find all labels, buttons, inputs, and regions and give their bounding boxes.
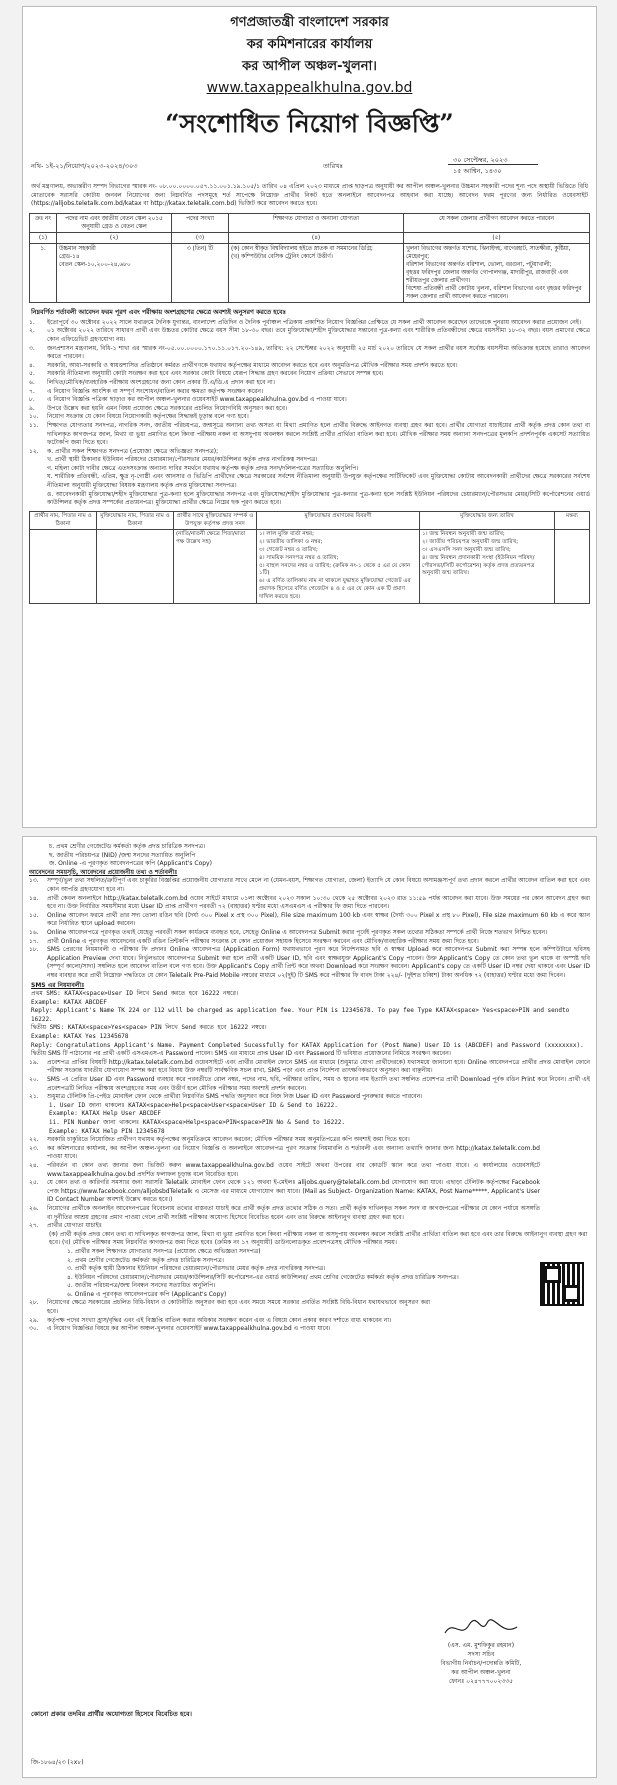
row-post (57, 243, 172, 302)
qualification-b: (খ) কম্পিউটার বেসিক ট্রেনিং কোর্সে উত্তীর্ণ। (231, 253, 333, 260)
condition-item (29, 1222, 540, 1231)
condition-number: ২৩. (29, 1144, 39, 1152)
condition-text: SMS প্রেরণের নিয়মাবলী ও পরীক্ষার ফি প্রদানঃ Online আবেদনপত্র (Application Form) যথাযথভাবে পূরণ করে নির্দেশনামত ছবি ও স্বাক্ষর Upload করে আবেদনপত্র Submit করা সম্পন্ন হলে কম্পিউটারে ছবিসহ Application Preview দেখা যাবে। নির্ভুলভাবে আবেদনপত্র Submit করা হলে প্রার্থী একটি User ID, ছবি এবং স্বাক্ষরযুক্ত Applicant's Copy পাবেন। উক্ত Applicant's Copy তে কোন তথ্য ভুল থাকে বা অস্পষ্ট ছবি (সম্পূর্ণ কালো/সাদা) সম্বলিত হলে আবেদন বাতিল বলে গণ্য হবে। উক্ত Applicant's Copy প্রার্থী প্রিন্ট করে অথবা Download করে সংরক্ষণ করবেন। Applicant's copy তে একটি User ID নম্বর দেয়া থাকবে এবং User ID নম্বর ব্যবহার করে প্রার্থী নিম্নোক্ত পদ্ধতিতে যে কোন Teletalk Pre-Paid Mobile নম্বরের মাধ্যমে ০২(দুই) টি SMS করে পরীক্ষার ফি বাবদ টাকা ২২৪/- (দুইশত চব্বিশ) টাকা অনধিক ৭২ (বাহাত্তর) ঘণ্টার মধ্যে জমা দিবেন। (47, 946, 590, 979)
condition-text: SMS -এ প্রেরিত User ID এবং Password ব্যবহার করে পরবর্তীতে রোল নম্বর, পদের নাম, ছবি, পরীক্ষার তারিখ, সময় ও স্থানের নাম ইত্যাদি তথ্য সম্বলিত প্রবেশপত্র প্রার্থী Download পূর্বক রঙিন Print করে নিবেন। প্রার্থী এই প্রবেশপত্রটি লিখিত পরীক্ষায় অংশগ্রহণের সময় এবং উত্তীর্ণ হলে মৌখিক পরীক্ষার সময় অবশ্যই প্রদর্শন করবেন। (47, 1076, 590, 1092)
gazette-number: জি-১৮৬৪/২৩ (২x৮) (31, 1759, 84, 1766)
num-4: (৪) (229, 232, 404, 243)
condition-text: Online আবেদনপত্রে পূরণকৃত তথ্যই যেহেতু পরবর্তী সকল কার্যক্রমে ব্যবহৃত হবে, সেহেতু Online এ আবেদনপত্র Submit করার পূর্বেই পূরণকৃত সকল তথ্যের সঠিকতা সম্পর্কে প্রার্থী নিজে শতভাগ নিশ্চিত হবেন। (47, 928, 548, 936)
condition-item (29, 1299, 430, 1316)
sms-reply-2: Reply: Congratulations Applicant's Name. Payment Completed Sucessfully for KATAX Application for (Post Name) User ID is (ABCDEF) and Password (xxxxxxxx). (31, 1041, 584, 1049)
condition-item (29, 946, 590, 980)
ff-col-proof: মুক্তিযোদ্ধার প্রমাণকের বিবরণী (257, 511, 420, 530)
condition-number: ২৬. (29, 1204, 39, 1212)
num-1: (১) (30, 232, 57, 243)
condition-item (29, 938, 590, 947)
row-serial: ১. (30, 243, 57, 302)
post-name: উচ্চমান সহকারী (59, 245, 96, 252)
row-qualification (229, 243, 404, 302)
condition-text: ক. প্রার্থীর সকল শিক্ষাগত সনদপত্র (প্রযোজ্য ক্ষেত্রে অভিজ্ঞতা সনদপত্র); (47, 447, 219, 455)
condition-text: Online আবেদন ফরমে প্রার্থী তার সদ্য তোলা রঙিন ছবি (দৈর্ঘ্য ৩০০ Pixel x প্রস্থ ৩০০ Pixel), File size maximum 100 kb এবং স্বাক্ষর (দৈর্ঘ্য ৩০০ Pixel x প্রস্থ ৮০ Pixel), File size maximum 60 kb এ করে স্ক্যান করে নির্ধারিত স্থানে upload করবেন। (47, 911, 590, 928)
conditions-list-4 (29, 1136, 590, 1231)
condition-text: কর কমিশনারের কার্যালয়, কর আপীল অঞ্চল-খুলনা এর নিয়োগ বিজ্ঞপ্তি ও অনলাইনে আবেদনপত্র পূরণ সংক্রান্ত নিয়মাবলি ও শর্তাবলী এবং অন্যান্য তথ্যাদি জানার জন্য http://katax.teletalk.com.bd পাওয়া যাবে। (47, 1144, 540, 1161)
condition-item (29, 1145, 540, 1162)
website-link[interactable]: www.taxappealkhulna.gov.bd (206, 80, 413, 96)
conditions-heading: নিম্নবর্ণিত শর্তাবলী আবেদন ফরম পূরণ এবং পরীক্ষায় অংশগ্রহণের ক্ষেত্রে অবশ্যই অনুসরণ করতে হবেঃ (31, 308, 286, 316)
district-group-1: খুলনা বিভাগের অন্তর্গত যশোর, ঝিনাইদহ, বাগেরহাট, সাতক্ষীরা, কুষ্টিয়া, মেহেরপুর; (406, 245, 571, 260)
ff-col-relation: প্রার্থীর সাথে মুক্তিযোদ্ধার সম্পর্ক ও উপযুক্ত কর্তৃপক্ষ প্রদত্ত সনদ (174, 511, 257, 530)
condition-number: ২৫. (29, 1179, 39, 1187)
sms-example-2: Example: KATAX Yes 12345678 (31, 1033, 129, 1041)
num-2: (২) (57, 232, 172, 243)
condition-text: নিয়োগের ক্ষেত্রে সরকারের প্রচলিত বিধি-বিধান ও কোটানীতি অনুসরণ করা হবে এবং সময়ে সময়ে সরকার প্রবর্তিত সংশ্লিষ্ট বিধি-বিধান যথাযথভাবে অনুসরণ করা হবে। (47, 1299, 430, 1316)
condition-item (29, 448, 590, 457)
condition-text: জনপ্রশাসন মন্ত্রণালয়, বিধি-১ শাখা এর স্মারক নং-০৫.০০.০০০০.১৭০.১১.০১৭.২০-১৪৯, তারিখ: ২২ সেপ্টেম্বর ২০২২ অনুযায়ী ২৫ মার্চ ২০২০ তারিখে যে সকল প্রার্থীর বয়স সর্বোচ্চ বয়সসীমা অতিক্রান্ত হয়েছে তারাও আবেদন করতে পারবেন। (47, 344, 590, 361)
condition-number: ৬. (29, 378, 35, 386)
condition-item (29, 1325, 430, 1334)
proof-2: ২। ভারতীয় তালিকা ও নম্বর; (259, 539, 323, 546)
condition-text: সরকারি, আধা-সরকারি ও স্বায়ত্তশাসিত প্রতিষ্ঠানে কর্মরত প্রার্থীগণকে যথাযথ কর্তৃপক্ষের মাধ্যমে আবেদন করতে হবে এবং অনুমতিপত্র মৌখিক পরীক্ষার সময় প্রদর্শন করতে হবে। (47, 361, 458, 369)
dob-2: ২। জাতীয় পরিচয়পত্র অনুযায়ী জন্ম তারিখ; (422, 539, 519, 546)
condition-text: প্রার্থী কেবল অনলাইনে http://katax.teletalk.com.bd ওয়েব সাইটে মাধ্যমে ০১লা অক্টোবর ২০২৩ সকাল ১০:৩০ থেকে ২৫ অক্টোবর ২০২৩ রাত ১১:৫৯ পর্যন্ত আবেদন করা যাবে। উক্ত সময়ের পর কোন আবেদন গ্রহণ করা হবে না। উক্ত নির্ধারিত সময়সীমার মধ্যে User ID প্রাপ্ত প্রার্থীগণ পরবর্তী ৭২ (বাহাত্তর) ঘণ্টার মধ্যে এসএমএস এ পরীক্ষার ফি জমা দিতে পারবেন। (47, 894, 590, 911)
post-scale: বেতন স্কেল-১০,২০০-২৪,৬৮০ (59, 261, 131, 268)
document-list (31, 843, 588, 869)
condition-number: ১৫. (29, 911, 39, 919)
ff-cell-date (420, 530, 555, 603)
posts-header-row (30, 213, 590, 232)
condition-number: ২৯. (29, 1316, 39, 1324)
condition-item (29, 456, 590, 465)
condition-item (29, 1162, 540, 1179)
recover-userid: i. User ID জানা থাকলেঃ KATAX<space>Help<space>User<space>User ID & Send to 16222. (49, 1101, 338, 1109)
condition-item (29, 1076, 590, 1093)
col-districts: যে সকল জেলার প্রার্থীগণ আবেদন করতে পারবেন (404, 213, 590, 232)
col-count: পদের সংখ্যা (172, 213, 229, 232)
condition-number: ৭. (29, 387, 35, 395)
condition-text: সরকারি চাকুরিতে নিয়োজিত প্রার্থীগণ যথাযথ কর্তৃপক্ষের অনুমতিক্রমে আবেদন করবেন; মৌখিক পরীক্ষার সময় অনুমতিপত্রের কপি অবশ্যই জমা দিতে হবে। (47, 1136, 410, 1144)
recover-rules (49, 1102, 588, 1136)
posts-table (29, 213, 590, 303)
condition-text: শিক্ষাগত যোগ্যতার সনদপত্র, নাগরিক সনদ, জাতীয় পরিচয়পত্র, জন্মসূত্রে অন্যান্য তথ্য অসত্য বা মিথ্যা প্রমাণিত হলে প্রার্থীর বিরুদ্ধে আইনগত ব্যবস্থা গ্রহণ করা হবে। প্রার্থীর যোগ্যতা যাচাইয়ের প্রার্থী কর্তৃক প্রদত্ত কোন তথ্য বা দাখিলকৃত কাগজপত্র জাল, মিথ্যা বা ভুয়া প্রমাণিত হলে কিংবা পরীক্ষায় নকল বা অসদুপায় অবলম্বন করলে সংশ্লিষ্ট প্রার্থীর প্রার্থিতা বাতিল করা হবে। মৌখিক পরীক্ষার সময় অন্যান্য সনদপত্রের মূলকপি প্রদর্শনপূর্বক একসেট সত্যায়িত ফটোকপি জমা দিতে হবে। (47, 421, 590, 447)
condition-text: ঙ. আবেদনকারী মুক্তিযোদ্ধা/শহীদ মুক্তিযোদ্ধার পুত্র-কন্যা হলে মুক্তিযোদ্ধার সনদপত্র এবং মুক্তিযোদ্ধা/শহীদ মুক্তিযোদ্ধার পুত্র-কন্যার পুত্র-কন্যা হলে সংশ্লিষ্ট ইউনিয়ন পরিষদের চেয়ারম্যান/পৌরসভার মেয়র/সিটি কর্পোরেশনের ওয়ার্ড কাউন্সিলর কর্তৃক প্রদত্ত সম্পর্কের প্রত্যয়নপত্র। মুক্তিযোদ্ধা প্রার্থীর ক্ষেত্রে নিম্নের ছক পূরণ করতে হবে। (47, 490, 590, 507)
signer-role: সদস্য সচিব (467, 1651, 495, 1658)
num-3: (৩) (172, 232, 229, 243)
recover-pin: ii. PIN Number জানা থাকলেঃ KATAX<space>Help<space>PIN<space>PIN No & Send to 16222. (49, 1119, 346, 1126)
condition-number: ৮. (29, 396, 35, 404)
table-row (30, 243, 590, 302)
condition-text: নিয়োগের প্রার্থীকে অনলাইন আবেদনপত্রের বিবেচনায় তথ্যের বাস্তবতা যাচাই করে প্রার্থী কর্তৃক প্রদত্ত তথ্যের সঠিক ও সত্য। প্রার্থী কর্তৃক দাখিলকৃত সকল সনদ বা কাগজপত্রের পরীক্ষার যে কোন পর্যায়ে অসঙ্গতি বা দুর্নীতির আশ্রয় গ্রহণের প্রমাণ পাওয়া গেলে প্রার্থী সংশ্লিষ্ট পরীক্ষার অযোগ্য হিসেবে বিবেচিত হবেন এবং তার বিরুদ্ধে আইনানুগ ব্যবস্থা গ্রহণ করা হবে। (47, 1204, 540, 1221)
verify-item: ১. প্রার্থীর সকল শিক্ষাগত যোগ্যতার সনদপত্র (প্রযোজ্য ক্ষেত্রে অভিজ্ঞতা সনদপত্র) (67, 1247, 261, 1255)
condition-item (29, 912, 590, 929)
conditions-list-1 (29, 319, 590, 508)
doc-item: চ. প্রথম শ্রেণীর গেজেটেড কর্মকর্তা কর্তৃক প্রদত্ত চারিত্রিক সনদপত্র। (49, 843, 206, 850)
condition-item (29, 1179, 540, 1205)
signature-icon (441, 1615, 521, 1641)
signer-name: (এস. এম. মুশফিকুর রহমান) (447, 1642, 515, 1649)
district-group-4: বিশেষ্য প্রতিবন্ধী প্রার্থী কোটায় খুলনা, বরিশাল বিভাগের এবং বৃহত্তর ফরিদপুর সকল জেলার প্রার্থী আবেদন করতে পারবেন। (406, 285, 582, 300)
doc-item: ছ. জাতীয় পরিচয়পত্র (NID) /জন্ম সনদের সত্যায়িত অনুলিপি (49, 851, 196, 859)
ff-cell-remarks (555, 530, 590, 603)
intro-paragraph: অর্থ মন্ত্রণালয়, অভ্যন্তরীণ সম্পদ বিভাগের স্মারক নং- ০৮.০০.০০০০.০৫৭.১১.০০১.১৯.১০৫/১ তারিখ ০৪ এপ্রিল ২০২৩ মাধ্যমে প্রাপ্ত ছাড়পত্র অনুযায়ী কর আপীল অঞ্চল-খুলনার উচ্চমান সহকারী পদের শূন্য পদে অস্থায়ী ভিত্তিতে বিধি মোতাবেক সরাসরি কোটায় জনবল নিয়োগের জন্য নিম্নবর্ণিত পদসমূহে শর্ত সাপেক্ষে নিম্নোক্ত প্রার্থীর নিকট হতে অনলাইনে আবেদনপত্র আহবান করা যাচ্ছে। আবেদন ফরম পূরণের জন্য নির্ধারিত ওয়েবসাইট (https://alljobs.teletalk.com.bd/katax বা http://katax.teletalk.com.bd) ভিজিট করে আবেদন করতে হবে। (31, 183, 588, 208)
condition-item (29, 491, 590, 508)
condition-text: লিখিত/মৌখিক/ব্যবহারিক পরীক্ষায় অংশগ্রহণের জন্য কোন প্রকার টি.এ/ডি.এ প্রদান করা হবে না। (47, 378, 275, 386)
conditions-list-3 (29, 1059, 590, 1102)
condition-item (29, 1059, 590, 1076)
condition-item (29, 379, 590, 388)
proof-4: ৪। সাময়িক সনদপত্র নম্বর ও তারিখ; (259, 554, 339, 561)
sms-heading: SMS এর নিয়মাবলীঃ (31, 981, 85, 989)
condition-number: ২১. (29, 1093, 39, 1101)
ff-cell-candidate (30, 530, 97, 603)
condition-number: ২. (29, 327, 35, 335)
verify-item: ২. প্রথম শ্রেণীর গেজেটেড কর্মকর্তা কর্তৃক প্রদত্ত চারিত্রিক সনদপত্র। (67, 1256, 224, 1264)
sms-example-1: Example: KATAX ABCDEF (31, 998, 107, 1006)
qualification-a: (ক) কোন স্বীকৃত বিশ্ববিদ্যালয় হইতে স্নাতক বা সমমানের ডিগ্রি; (231, 245, 373, 252)
dob-1: ১। জন্ম নিবন্ধন অনুযায়ী জন্ম তারিখ; (422, 531, 505, 538)
date-divider (448, 164, 538, 165)
recover-userid-example: Example: KATAX Help User ABCDEF (49, 1110, 161, 1118)
condition-number: ২০. (29, 1076, 39, 1084)
condition-number: ২২. (29, 1136, 39, 1144)
condition-number: ১৪. (29, 894, 39, 902)
posts-number-row (30, 232, 590, 243)
condition-number: ১১. (29, 421, 39, 429)
condition-text: ০১ অক্টোবর ২০২২ তারিখে সাধারণ প্রার্থী এবং উচ্চতর কোটার ক্ষেত্রে বয়স সীমা ১৮-৩০ বছর। তবে মুক্তিযোদ্ধা/শহীদ মুক্তিযোদ্ধার সন্তানের পুত্র-কন্যা এবং শারীরিক প্রতিবন্ধীদের ক্ষেত্রে বয়সসীমা ১৮-৩২ বছর। বয়স প্রমাণের ক্ষেত্রে কোন এফিডেভিট গ্রহণযোগ্য নয়। (47, 327, 590, 343)
doc-item: জ. Online -এ পূরণকৃত আবেদনপত্রের কপি (Applicant's Copy) (49, 860, 212, 868)
condition-text: সম্পূর্ণ/ভুল তথ্য সম্বলিত/ত্রুটিপূর্ণ এবং চাকুরির বিজ্ঞপ্তির প্রয়োজনীয় যোগ্যতার সাথে মেলে না (যেমন-বয়স, শিক্ষাগত যোগ্যতা, জেলা) ইত্যাদি যে কোন বিষয়ে অসামঞ্জস্যপূর্ণ তথ্য প্রদান করলে প্রার্থীর আবেদন বাতিল করা হবে এবং কোন আপত্তি গ্রহণযোগ্য হবে না। (47, 877, 590, 893)
condition-item (29, 413, 590, 422)
condition-item (29, 370, 590, 379)
condition-item (29, 1317, 430, 1326)
freedom-fighter-table (29, 511, 590, 604)
ff-cell-fighter (97, 530, 174, 603)
col-qualification: শিক্ষাগত যোগ্যতা ও অন্যান্য যোগ্যতা (229, 213, 404, 232)
condition-number: ৯. (29, 404, 35, 412)
condition-text: ইতোপূর্বে ৩০ অক্টোবর ২০২২ সালে যথাক্রমে দৈনিক যুগান্তর, বাংলাদেশ প্রতিদিন ও দৈনিক পূর্বাঞ্চল পত্রিকায় প্রকাশিত নিয়োগ বিজ্ঞপ্তির প্রেক্ষিতে যে সকল প্রার্থী আবেদন করেছেন তাদেরকে পুনরায় আবেদন করার প্রয়োজন নেই। (47, 318, 582, 326)
verify-item: ৪. ইউনিয়ন পরিষদের চেয়ারম্যান/পৌরসভার মেয়র/কাউন্সিলর/সিটি কর্পোরেশন-এর ওয়ার্ড কাউন্সিলর/ প্রথম শ্রেণির গেজেটেড কর্মকর্তা কর্তৃক প্রদত্ত চারিত্রিক সনদপত্র। (67, 1273, 459, 1281)
condition-text: এ নিয়োগ বিজ্ঞপ্তি আংশিক বা সম্পূর্ণ সংশোধন/বাতিল করার ক্ষমতা কর্তৃপক্ষ সংরক্ষণ করেন। (47, 387, 264, 395)
condition-number: ২৭. (29, 1222, 39, 1230)
condition-item (29, 345, 590, 362)
signer-committee: বিভাগীয় নির্বাচন/পদোন্নতি কমিটি, (440, 1660, 522, 1667)
memo-line (23, 151, 596, 181)
condition-number (29, 491, 47, 508)
post-grade: গ্রেড-১৪ (59, 253, 80, 260)
ff-cell-relation: (নাতি/নাতনী ক্ষেত্রে পিতা/মাতা পক্ষ উল্লেখ সহ) (174, 530, 257, 603)
condition-item (29, 895, 590, 912)
condition-text: প্রার্থীর যোগ্যতা যাচাইঃ (47, 1222, 102, 1230)
condition-number: ২৮. (29, 1299, 39, 1307)
district-group-2: বরিশাল বিভাগের অন্তর্গত বরিশাল, ভোলা, বরগুনা, পটুয়াখালী; (406, 261, 552, 268)
proof-5: ৫। বাহুল সনদের নম্বর ও তারিখ; (ক্রমিক নং-১ থেকে ৫ এর যে কোন ১টি) (259, 562, 411, 577)
condition-item (29, 1093, 590, 1102)
row-districts (404, 243, 590, 302)
letterhead (23, 13, 596, 96)
date-english: ৩০ সেপ্টেম্বর, ২০২৩ (453, 156, 508, 164)
condition-text: উপরে উল্লেখ করা হয়নি এমন বিষয় প্রযোজ্য ক্ষেত্রে সরকারের প্রচলিত নিয়োগবিধি অনুসরণ করা হবে। (47, 404, 288, 412)
condition-number: ১৯. (29, 1058, 39, 1066)
warning-note: কোনো প্রকার তদবির প্রার্থীর অযোগ্যতা হিসেবে বিবেচিত হবে। (31, 1710, 192, 1718)
condition-item (29, 396, 590, 405)
sms-first: প্রথম SMS: KATAX<space>User ID লিখে Send করতে হবে 16222 নম্বরে। (31, 990, 239, 998)
condition-item (29, 327, 590, 344)
condition-item (29, 929, 590, 938)
condition-text: সরকারি নীতিমালা অনুযায়ী কোটা সংরক্ষণ করা হবে এবং সরকার কোটা বিষয়ে যেরূপ সিদ্ধান্ত গ্রহণ করবেন নিয়োগ প্রক্রিয়া সেভাবে সম্পন্ন হবে। (47, 370, 384, 378)
condition-number: ১৭. (29, 937, 39, 945)
condition-text: এ নিয়োগ বিজ্ঞপ্তি পত্রিকা ছাড়াও কর আপীল অঞ্চল-খুলনার ওয়েবসাইট www.taxappealkhulna.gov.bd এ পাওয়া যাবে। (47, 396, 347, 404)
sms-second: দ্বিতীয় SMS: KATAX<space>Yes<space> PIN লিখে Send করতে হবে 16222 নম্বরে। (31, 1024, 267, 1032)
proof-6: ৬। এ বর্ণিত তালিকায় নাম না থাকলে যুদ্ধাহত মুক্তিযোদ্ধা গেজেট এর প্রমাণক হিসেবে বর্ণিত গেজেটস ৪ ও ৫ এর যে কোন এক টি প্রমাণ দাখিল করতে হবে। (259, 578, 411, 600)
verify-item: ৬. Online এ পূরণকৃত আবেদনপত্রের কপি (Applicant's Copy) (67, 1290, 227, 1298)
condition-number: ৫. (29, 370, 35, 378)
condition-text: খ. প্রার্থী স্থায়ী ঠিকানার ইউনিয়ন পরিষদের চেয়ারম্যান/পৌরসভার মেয়র/কাউন্সিলর কর্তৃক প্রদত্ত নাগরিকত্ব সনদপত্র। (47, 456, 318, 464)
notice-page-2 (22, 836, 597, 1778)
condition-text: প্রার্থী Online এ পূরণকৃত আবেদনের একটি রঙিন প্রিন্টকপি পরীক্ষার সংক্রান্ত যে কোন প্রয়োজন সহায়ক হিসেবে সংরক্ষণ করবেন এবং মৌখিক/ব্যবহারিক পরীক্ষার সময় জমা দিতে হবে। (47, 937, 479, 945)
date-bangla: ১৫ আশ্বিন, ১৪৩০ (453, 167, 502, 175)
government-name: গণপ্রজাতন্ত্রী বাংলাদেশ সরকার (230, 15, 389, 30)
num-5: (৫) (404, 232, 590, 243)
condition-text: ঘ. শারীরিক প্রতিবন্ধী, এতিম, ক্ষুদ্র নৃ-গোষ্ঠী এবং আনসার ও ভিডিপি প্রার্থীদের ক্ষেত্রে সরকারের সর্বশেষ নীতিমালা অনুযায়ী উপযুক্ত কর্তৃপক্ষের সার্টিফিকেট এবং মুক্তিযোদ্ধা কোটায় আবেদনকারী প্রার্থীদের ক্ষেত্রে সরকারের সর্বশেষ নীতিমালা অনুযায়ী মুক্তিযোদ্ধা বিষয়ক মন্ত্রণালয় কর্তৃক প্রদত্ত মুক্তিযোদ্ধা সনদপত্র। (47, 473, 590, 490)
condition-text: শুধুমাত্র টেলিটক প্রি-পেইড মোবাইল ফোন থেকে প্রার্থীরা নিম্নবর্ণিত SMS পদ্ধতি অনুসরণ করে নিজ নিজ User ID এবং Password পুনরুদ্ধার করতে পারবেন। (47, 1093, 423, 1101)
col-serial: ক্রঃ নং (30, 213, 57, 232)
condition-number (29, 456, 47, 465)
sms-rules (31, 982, 588, 1059)
district-group-3: বৃহত্তর ফরিদপুর জেলার অন্তর্গত গোপালগঞ্জ, মাদারীপুর, রাজবাড়ী এবং শরীয়তপুর জেলার প্রার্থীগণ। (406, 269, 569, 284)
notice-title: “সংশোধিত নিয়োগ বিজ্ঞপ্তি” (165, 109, 454, 138)
signature-block (406, 1615, 556, 1686)
dob-3: ৩। এসএসসি সনদ অনুযায়ী জন্ম তারিখ; (422, 547, 511, 554)
ff-cell-proof (257, 530, 420, 603)
condition-item (29, 388, 590, 397)
signer-phone: ফোনঃ ০২৪৭৭৭০০২৩৩৫ (448, 1678, 514, 1685)
col-post: পদের নাম এবং জাতীয় বেতন স্কেল ২০১৫ অনুযায়ী গ্রেড ও বেতন স্কেল (57, 213, 172, 232)
ff-col-remarks: মন্তব্য (555, 511, 590, 530)
table-row (30, 530, 590, 603)
condition-item (29, 473, 590, 490)
condition-text: গ. মহিলা কোটা দাবীর ক্ষেত্রে এতদসংক্রান্ত অন্যান্য দাবির সমর্থনে যথাযথ কর্তৃপক্ষ কর্তৃক প্রদত্ত সনদ/দলিলপত্রের সত্যায়িত অনুলিপি। (47, 464, 359, 472)
conditions-subheading: আবেদনের সময়সূচি, আবেদনের প্রয়োজনীয় তথ্য ও শর্তাবলীঃ (29, 868, 178, 876)
zone-name: কর আপীল অঞ্চল-খুলনা। (242, 59, 377, 74)
condition-text: যে কোন তথ্য ও কারিগরি সমস্যার জন্য সরাসরি Teletalk মোবাইল ফোন থেকে ১২১ অথবা ই-মেইলঃ alljobs.query@teletalk.com.bd যোগাযোগ করা যাবে। এছাড়া টেলিটক কর্তৃপক্ষের Facebook পেজ https://www.facebook.com/alljobsbdTeletalk এ মেসেজ এর মাধ্যমে যোগাযোগ করা যাবে। (Mail as Subject- Organization Name: KATAX, Post Name*****, Applicant's User ID Contact Number অবশ্যই উল্লেখ করতে হবে।) (47, 1179, 540, 1204)
sms-reply-1: Reply: Applicant's Name TK 224 or 112 will be charged as application fee. Your PIN is 12345678. To pay fee Type KATAX<space> Yes<space>PIN and sendto 16222. (31, 1007, 570, 1023)
condition-number: ১২. (29, 447, 39, 455)
notice-page-1 (22, 6, 597, 828)
condition-text: প্রবেশপত্র প্রাপ্তির বিষয়টি http://katax.teletalk.com.bd ওয়েবসাইটে এবং প্রার্থীর মোবাইল ফোনে SMS এর মাধ্যমে (শুধুমাত্র যোগ্য প্রার্থীদেরকে) যথাসময়ে জানানো হবে। Online আবেদনপত্রে প্রার্থীর প্রদত্ত মোবাইল ফোনে পরীক্ষা সংক্রান্ত যাবতীয় যোগাযোগ সম্পন্ন করা হবে বিধায় উক্ত নম্বরটি সার্বক্ষণিক সচল রাখা, SMS পড়া এবং প্রাপ্ত নির্দেশনা তাৎক্ষণিকভাবে অনুসরণ করা বাঞ্ছনীয়। (47, 1058, 590, 1075)
condition-number: ১৬. (29, 928, 39, 936)
memo-number: নথি- ১ই-২১/নিয়োগ/২০২৩-২০২৪/৩০৩ (31, 162, 138, 170)
proof-1: ১। লাল মুক্তি বার্তা নম্বর; (259, 531, 314, 538)
condition-text: পরিবর্তন বা কোন তথ্য জানার জন্য ভিজিট করুন www.taxappealkhulna.gov.bd ওয়েব সাইটে অথবা উপরের বার কোডটি স্ক্যান করে তথ্য পাওয়া যাবে। এ কার্যালয়ের ওয়েবসাইটে www.taxappealkhulna.gov.bd প্রদর্শিত ফলাফল চূড়ান্ত বলে বিবেচিত হবে। (47, 1161, 540, 1178)
condition-text: কর্তৃপক্ষ পদের সংখ্যা হ্রাস/বৃদ্ধির এবং এই বিজ্ঞপ্তি বাতিল করার অধিকার সংরক্ষণ করেন এবং এ বিষয়ে কোন প্রকার কারণ দর্শাতে বাধ্য থাকবেন না। (47, 1316, 392, 1324)
ff-col-date: মুক্তিযোদ্ধার জন্য তারিখ (420, 511, 555, 530)
verify-list (49, 1231, 588, 1300)
dob-4: ৪। জন্ম নিবন্ধন প্রদানকারী সংস্থা (ইউনিয়ন পরিষদ/পৌরসভা/সিটি কর্পোরেশন) কর্তৃক প্রদত্ত প্রত্যয়নপত্র অনুযায়ী জন্ম তারিখ। (422, 554, 535, 577)
ff-col-fighter: মুক্তিযোদ্ধার নাম, পিতার নাম ও ঠিকানা (97, 511, 174, 530)
proof-3: ৩। গেজেট নম্বর ও তারিখ; (259, 547, 318, 554)
date-label: তারিখঃ (323, 162, 343, 170)
condition-number: ১৮. (29, 946, 39, 954)
verify-item: (ক) প্রার্থী কর্তৃক প্রদত্ত কোন তথ্য বা দাখিলকৃত কাগজপত্র জাল, মিথ্যা বা ভুয়া প্রমাণিত হলে কিংবা পরীক্ষায় নকল বা অসদুপায় অবলম্বন করলে সংশ্লিষ্ট প্রার্থীর প্রার্থিতা বাতিল করা হবে এবং তার বিরুদ্ধে আইনানুগ ব্যবস্থা গ্রহণ করা হবে। (খ) মৌখিক পরীক্ষার সময় নিম্নবর্ণিত কাগজপত্র জমা দিতে হবেঃ (ক্রমিক নং ১৭ অনুযায়ী) ডাউনলোডকৃত প্রবেশপত্রসহ মৌখিক পরীক্ষার সময়। (49, 1230, 588, 1247)
condition-number (29, 473, 47, 490)
condition-number: ৩. (29, 344, 35, 352)
office-name: কর কমিশনারের কার্যালয় (246, 37, 373, 52)
signer-office: কর আপীল অঞ্চল-খুলনা (451, 1669, 511, 1676)
sms-after: দ্বিতীয় SMS টি পাঠানোর পর প্রার্থী একটি এসএমএস-এ Password পাবেন। SMS এর মাধ্যমে প্রাপ্ত User ID এবং Password টি ভবিষ্যত প্রয়োজনের নিমিত্তে সংরক্ষণ করবেন। (31, 1050, 451, 1058)
condition-item (29, 1136, 540, 1145)
qr-code-icon[interactable] (540, 1262, 584, 1306)
condition-number (29, 465, 47, 474)
recover-pin-example: Example: KATAX Help PIN 12345678 (49, 1127, 165, 1135)
condition-item (29, 1205, 540, 1222)
condition-number: ২৪. (29, 1161, 39, 1169)
conditions-list-2 (29, 869, 590, 981)
verify-item: ৫. জাতীয় পরিচয়পত্র/জন্ম নিবন্ধন সনদের সত্যায়িত অনুলিপি। (67, 1282, 216, 1290)
condition-number: ১০. (29, 413, 39, 421)
condition-text: নিয়োগ সংক্রান্ত যে কোন বিষয়ে নিয়োগকারী কর্তৃপক্ষের সিদ্ধান্তই চূড়ান্ত বলে গণ্য হবে। (47, 413, 249, 421)
conditions-list-5 (29, 1299, 590, 1333)
condition-number: ১৩. (29, 877, 39, 885)
ff-col-candidate: প্রার্থীর নাম, পিতার নাম ও ঠিকানা (30, 511, 97, 530)
row-count: ৩ (তিন) টি (172, 243, 229, 302)
condition-item (29, 877, 590, 894)
verify-item: ৩. প্রার্থী কর্তৃক স্থায়ী ঠিকানার ইউনিয়ন পরিষদের চেয়ারম্যান/পৌরসভার মেয়র কর্তৃক প্রদত্ত নাগরিকত্ব সনদপত্র। (67, 1265, 326, 1273)
ff-header-row (30, 511, 590, 530)
condition-number: ৪. (29, 361, 35, 369)
condition-number: ৩০. (29, 1325, 39, 1333)
condition-number: ১. (29, 318, 35, 326)
condition-item (29, 422, 590, 448)
condition-text: এ নিয়োগ বিজ্ঞপ্তির বিষয়ে কর আপীল অঞ্চল-খুলনার ওয়েবসাইট www.taxappealkhulna.gov.bd এ পাওয়া যাবে। (47, 1325, 331, 1333)
